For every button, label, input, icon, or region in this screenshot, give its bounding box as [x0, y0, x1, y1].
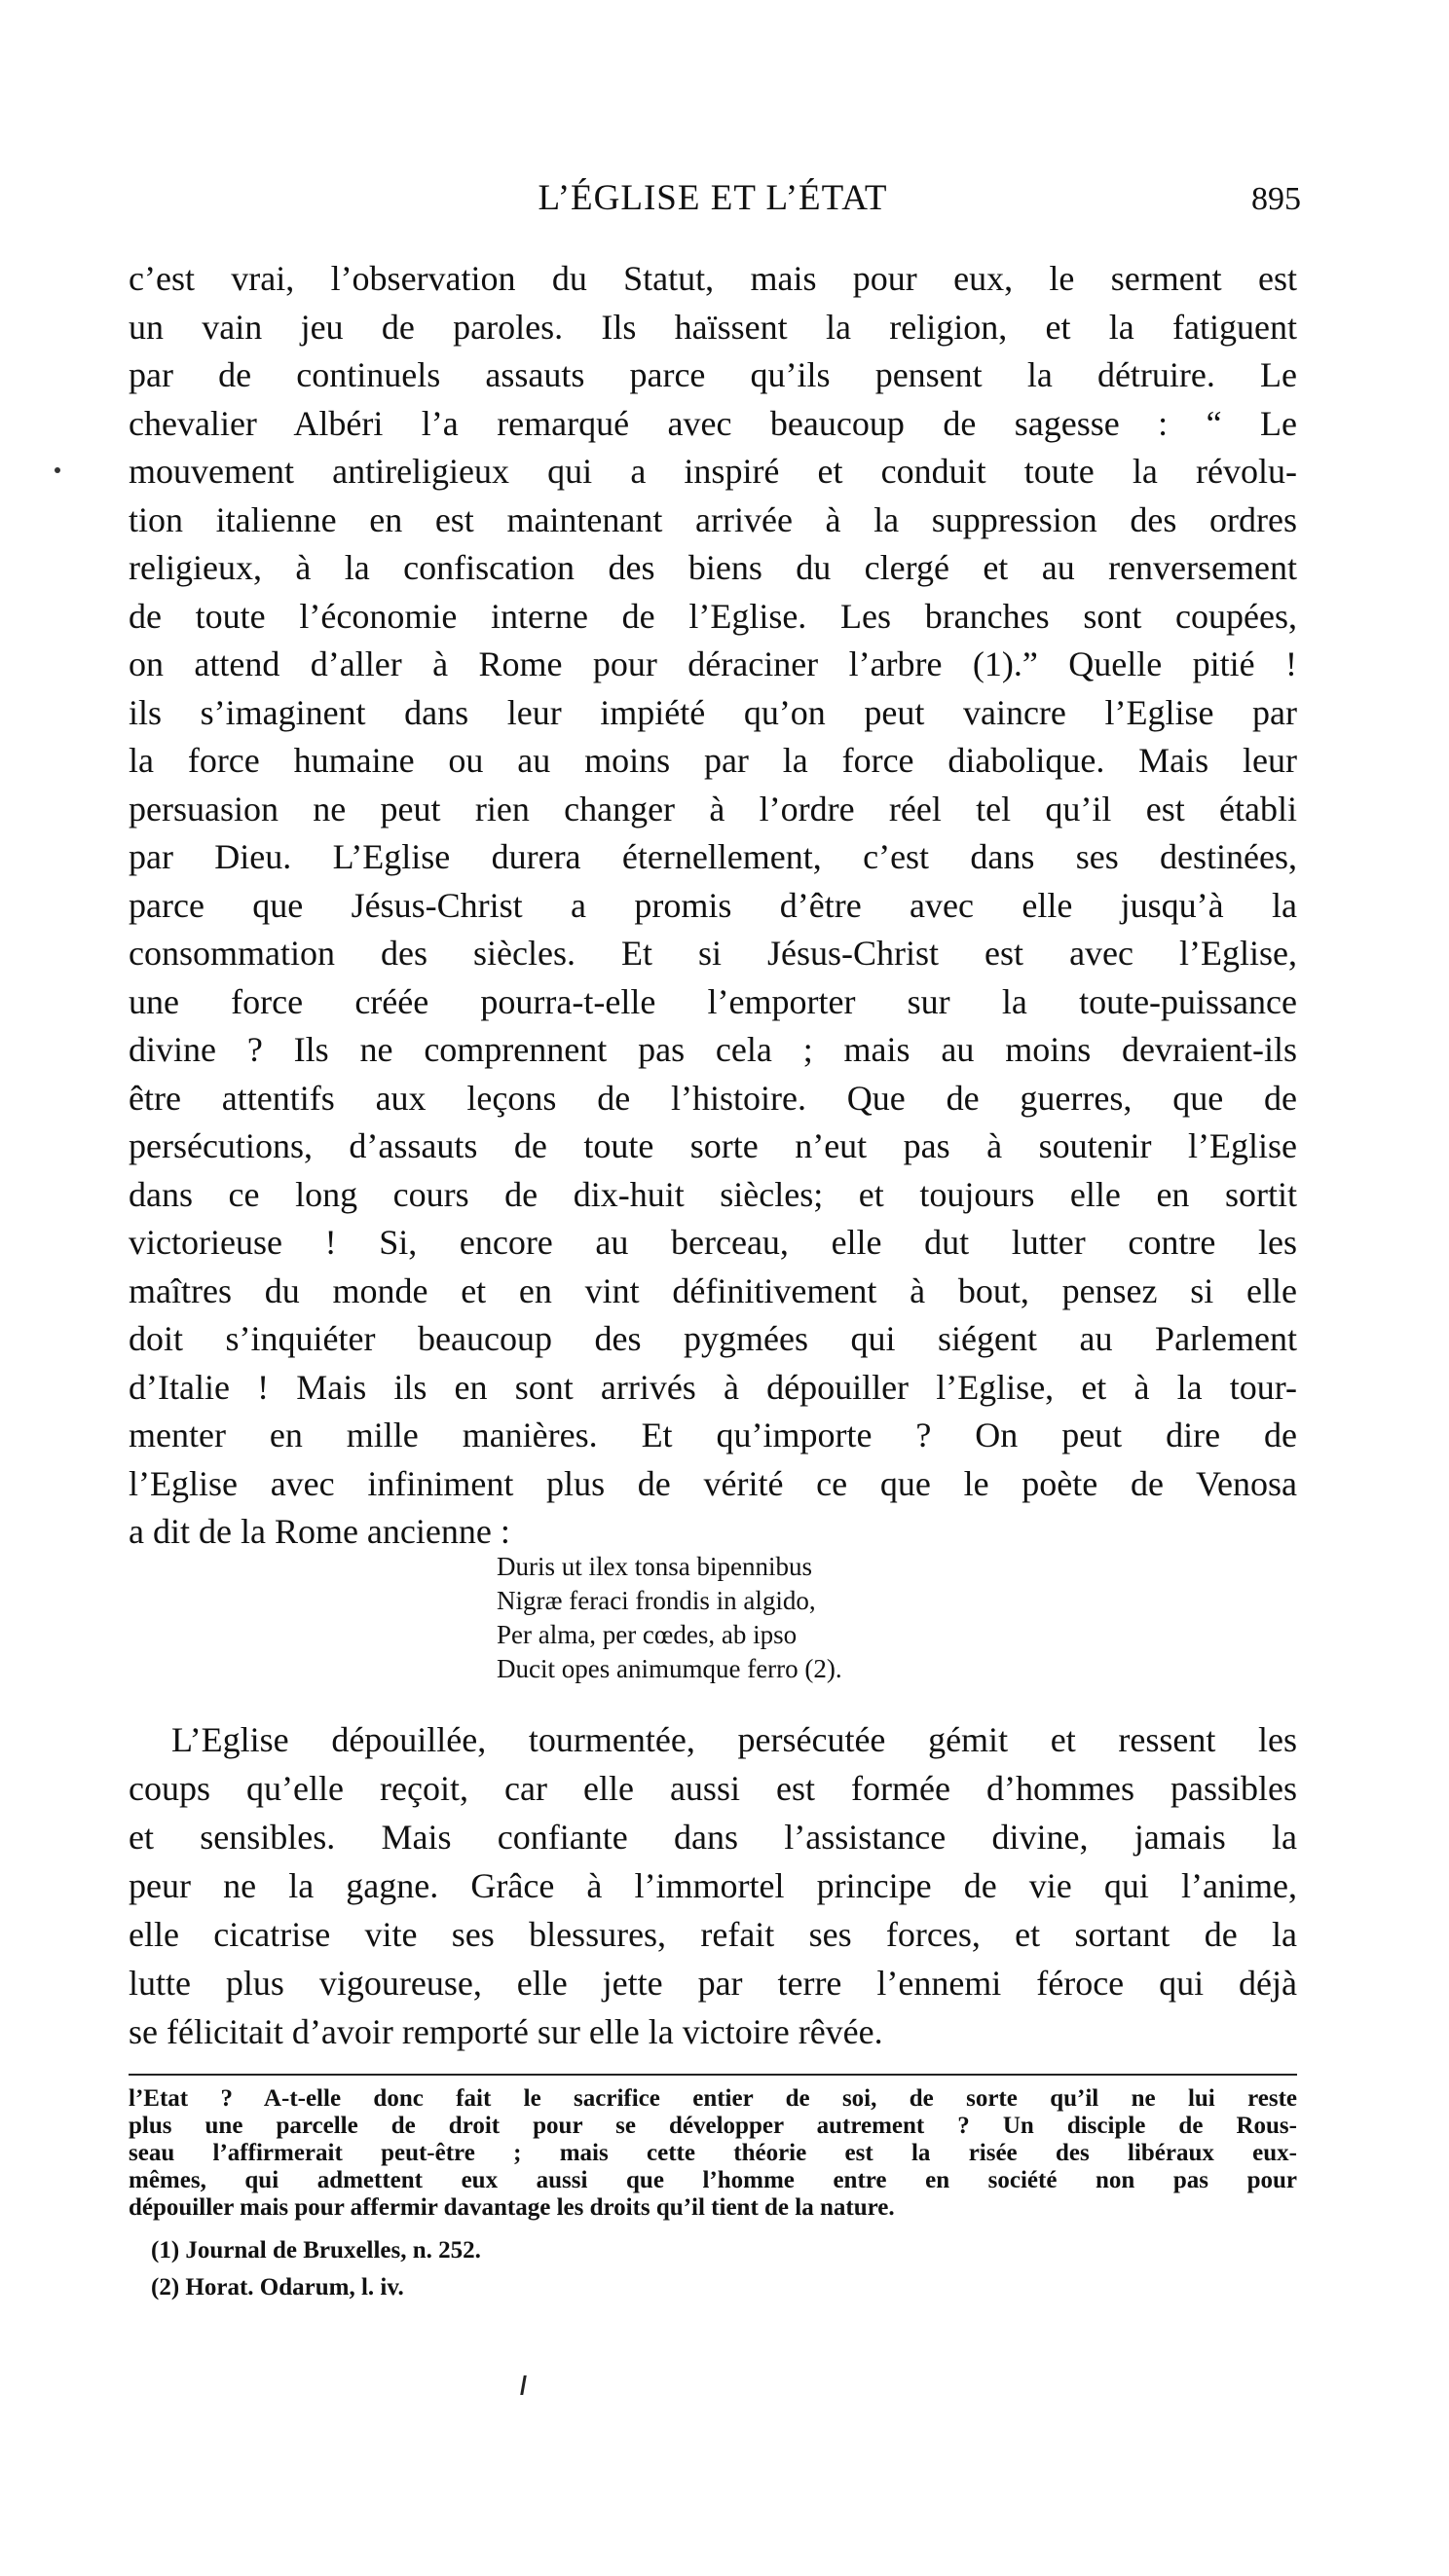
text-line: parce que Jésus-Christ a promis d’être avec elle jusqu’à la: [129, 885, 1297, 925]
text-line: victorieuse ! Si, encore au berceau, elle dut lutter contre les: [129, 1223, 1297, 1262]
text-line: lutte plus vigoureuse, elle jette par terre l’ennemi féroce qui déjà: [129, 1964, 1297, 2003]
text-line: ils s’imaginent dans leur impiété qu’on peut vaincre l’Eglise par: [129, 692, 1297, 732]
text-line: et sensibles. Mais confiante dans l’assistance divine, jamais la: [129, 1818, 1297, 1857]
text-line: tion italienne en est maintenant arrivée à la suppression des ordres: [129, 499, 1297, 539]
text-line: coups qu’elle reçoit, car elle aussi est formée d’hommes passibles: [129, 1769, 1297, 1808]
running-title: L’ÉGLISE ET L’ÉTAT: [538, 178, 888, 218]
text-line: religieux, à la confiscation des biens du clergé et au renversement: [129, 548, 1297, 587]
text-line: menter en mille manières. Et qu’importe ? On peut dire de: [129, 1416, 1297, 1454]
margin-mark: [55, 467, 60, 473]
text-line: elle cicatrise vite ses blessures, refait ses forces, et sortant de la: [129, 1915, 1297, 1954]
note-line: l’Etat ? A-t-elle donc fait le sacrifice entier de soi, de sorte qu’il ne lui reste: [129, 2085, 1297, 2112]
main-paragraph: [129, 255, 1297, 1557]
text-line: doit s’inquiéter beaucoup des pygmées qui siégent au Parlement: [129, 1319, 1297, 1358]
footnote-divider: [129, 2074, 1297, 2076]
text-line: d’Italie ! Mais ils en sont arrivés à dépouiller l’Eglise, et à la tour-: [129, 1367, 1297, 1407]
text-line: divine ? Ils ne comprennent pas cela ; mais au moins devraient-ils: [129, 1030, 1297, 1069]
latin-verse: [497, 1550, 1081, 1686]
text-line: dans ce long cours de dix-huit siècles; et toujours elle en sortit: [129, 1174, 1297, 1214]
note-line: plus une parcelle de droit pour se développer autrement ? Un disciple de Rous-: [129, 2113, 1297, 2139]
text-line: de toute l’économie interne de l’Eglise. Les branches sont coupées,: [129, 596, 1297, 636]
text-line: mouvement antireligieux qui a inspiré et conduit toute la révolu-: [129, 452, 1297, 491]
text-line: maîtres du monde et en vint définitivement à bout, pensez si elle: [129, 1270, 1297, 1310]
text-line: un vain jeu de paroles. Ils haïssent la religion, et la fatiguent: [129, 307, 1297, 347]
note-line: seau l’affirmerait peut-être ; mais cette théorie est la risée des libéraux eux-: [129, 2140, 1297, 2166]
text-line: on attend d’aller à Rome pour déraciner l’arbre (1).” Quelle pitié !: [129, 644, 1297, 683]
text-line: a dit de la Rome ancienne :: [129, 1512, 510, 1551]
ink-mark: [520, 2375, 527, 2395]
verse-line: Nigræ feraci frondis in algido,: [497, 1586, 816, 1615]
text-line: consommation des siècles. Et si Jésus-Christ est avec l’Eglise,: [129, 934, 1297, 973]
text-line: c’est vrai, l’observation du Statut, mais pour eux, le serment est: [129, 259, 1297, 298]
second-paragraph: [129, 1715, 1297, 2056]
verse-line: Ducit opes animumque ferro (2).: [497, 1654, 842, 1683]
text-line: une force créée pourra-t-elle l’emporter sur la toute-puissance: [129, 981, 1297, 1021]
text-line: la force humaine ou au moins par la force diabolique. Mais leur: [129, 741, 1297, 780]
text-line: par Dieu. L’Eglise durera éternellement, c’est dans ses destinées,: [129, 837, 1297, 876]
text-line: se félicitait d’avoir remporté sur elle la victoire rêvée.: [129, 2012, 883, 2051]
running-head: [129, 177, 1301, 226]
note-line: dépouiller mais pour affermir davantage les droits qu’il tient de la nature.: [129, 2194, 895, 2221]
text-line: L’Eglise dépouillée, tourmentée, persécutée gémit et ressent les: [171, 1720, 1297, 1759]
text-line: chevalier Albéri l’a remarqué avec beaucoup de sagesse : “ Le: [129, 403, 1297, 443]
continued-footnote: [129, 2085, 1297, 2222]
footnote-2: (2) Horat. Odarum, l. iv.: [151, 2274, 404, 2300]
text-line: l’Eglise avec infiniment plus de vérité ce que le poète de Venosa: [129, 1463, 1297, 1503]
text-line: peur ne la gagne. Grâce à l’immortel principe de vie qui l’anime,: [129, 1866, 1297, 1905]
footnote-1: (1) Journal de Bruxelles, n. 252.: [151, 2237, 481, 2263]
note-line: mêmes, qui admettent eux aussi que l’homme entre en société non pas pour: [129, 2167, 1297, 2193]
text-line: par de continuels assauts parce qu’ils pensent la détruire. Le: [129, 355, 1297, 394]
text-line: persécutions, d’assauts de toute sorte n’eut pas à soutenir l’Eglise: [129, 1126, 1297, 1165]
verse-line: Duris ut ilex tonsa bipennibus: [497, 1552, 812, 1581]
page-number: 895: [1251, 181, 1301, 217]
verse-line: Per alma, per cœdes, ab ipso: [497, 1620, 798, 1649]
text-line: être attentifs aux leçons de l’histoire. Que de guerres, que de: [129, 1078, 1297, 1118]
text-line: persuasion ne peut rien changer à l’ordre réel tel qu’il est établi: [129, 789, 1297, 828]
